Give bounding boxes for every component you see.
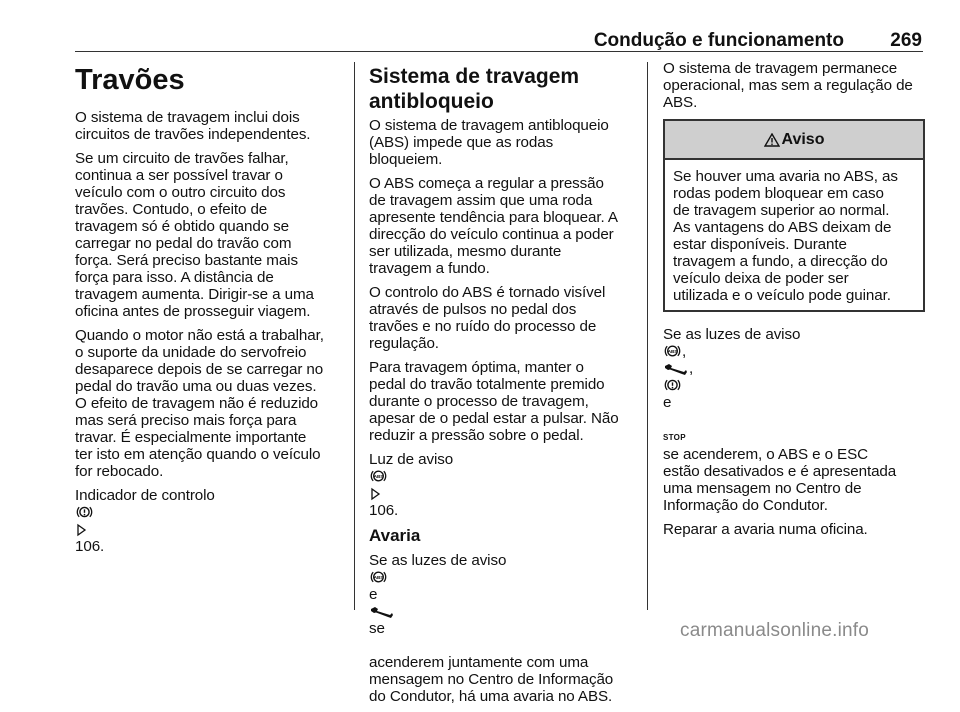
text-run: e (369, 586, 378, 603)
warning-title: Aviso (781, 130, 825, 148)
text-run: , (689, 360, 694, 377)
warning-body (665, 160, 923, 310)
abs-warning-icon (370, 468, 387, 484)
section-heading-abs: Sistema de travagem antibloqueio (369, 65, 580, 113)
warning-header (665, 121, 923, 160)
text-run: , (682, 343, 687, 360)
wrench-icon (664, 362, 688, 376)
text-run: se (369, 620, 385, 637)
text-run: acenderem juntamente com uma mensagem no Centro de Informação do Condutor, há uma avaria no ABS. (369, 654, 614, 705)
paragraph: Se um circuito de travões falhar, continua a ser possível travar o veículo com o outro circuito dos travões. Contudo, o efeito de travagem só é obtido quando se carregar no pedal do travão com força. Será preciso bastante mais força para isso. A distância de travagem aumenta. Dirigir-se a uma oficina antes de prosseguir viagem. (75, 150, 314, 320)
section-heading-brakes: Travões (75, 64, 185, 96)
ref-page: 106. (369, 502, 399, 519)
column-1 (75, 60, 343, 562)
page-ref-arrow-icon (76, 523, 87, 537)
paragraph: O sistema de travagem permanece operacional, mas sem a regulação de ABS. (663, 60, 913, 111)
paragraph: O sistema de travagem inclui dois circuitos de travões independentes. (75, 109, 311, 143)
brake-warning-icon (664, 377, 681, 393)
paragraph: Quando o motor não está a trabalhar, o suporte da unidade do servofreio desaparece depois de se carregar no pedal do travão uma ou duas vezes. O efeito de travagem não é reduzido mas será preciso mais força para travar. É especialmente importante ter isto em atenção quando o veículo for rebocado. (75, 327, 324, 480)
stop-icon: STOP (663, 433, 686, 442)
paragraph: O ABS começa a regular a pressão de travagem assim que uma roda apresente tendência para bloquear. A direcção do veículo continua a poder ser utilizada, mesmo durante travagem a fundo. (369, 175, 618, 277)
warning-box (663, 119, 925, 312)
paragraph: O sistema de travagem antibloqueio (ABS) impede que as rodas bloqueiem. (369, 117, 609, 168)
paragraph (369, 552, 633, 705)
brake-warning-icon (76, 504, 93, 520)
header-rule (75, 51, 923, 52)
paragraph: O controlo do ABS é tornado visível através de pulsos no pedal dos travões e no ruído do processo de regulação. (369, 284, 606, 352)
ref-text: Indicador de controlo (75, 487, 215, 504)
svg-text:ABS: ABS (373, 474, 384, 479)
ref-page: 106. (75, 538, 105, 555)
paragraph (663, 326, 925, 514)
column-divider-1 (354, 62, 355, 610)
subheading-fault: Avaria (369, 526, 421, 545)
paragraph: Para travagem óptima, manter o pedal do travão totalmente premido durante o processo de travagem, apesar de o pedal estar a pulsar. Não reduzir a pressão sobre o pedal. (369, 359, 619, 444)
watermark: carmanualsonline.info (680, 620, 870, 641)
running-header-title: Condução e funcionamento (593, 30, 844, 51)
cross-reference (369, 451, 633, 519)
text-run: Se as luzes de aviso (369, 552, 507, 569)
warning-text: Se houver uma avaria no ABS, as rodas podem bloquear em caso de travagem superior ao normal. As vantagens do ABS deixam de estar disponíveis. Durante travagem a fundo, a direcção do veículo deixa de poder ser utilizada e o veículo pode guinar. (673, 168, 898, 304)
paragraph: Reparar a avaria numa oficina. (663, 521, 868, 538)
text-run: se acenderem, o ABS e o ESC estão desativados e é apresentada uma mensagem no Centro de Informação do Condutor. (663, 446, 897, 514)
column-2 (369, 60, 633, 712)
column-divider-2 (647, 62, 648, 610)
svg-text:ABS: ABS (373, 575, 384, 580)
ref-text: Luz de aviso (369, 451, 454, 468)
wrench-icon (370, 605, 394, 619)
text-run: Se as luzes de aviso (663, 326, 801, 343)
warning-triangle-icon (764, 133, 780, 147)
text-run: e (663, 394, 672, 411)
abs-warning-icon (664, 343, 681, 359)
abs-warning-icon (370, 569, 387, 585)
svg-text:ABS: ABS (667, 349, 678, 354)
page-ref-arrow-icon (370, 487, 381, 501)
column-3 (663, 60, 925, 545)
cross-reference (75, 487, 343, 555)
page-number: 269 (890, 30, 922, 51)
